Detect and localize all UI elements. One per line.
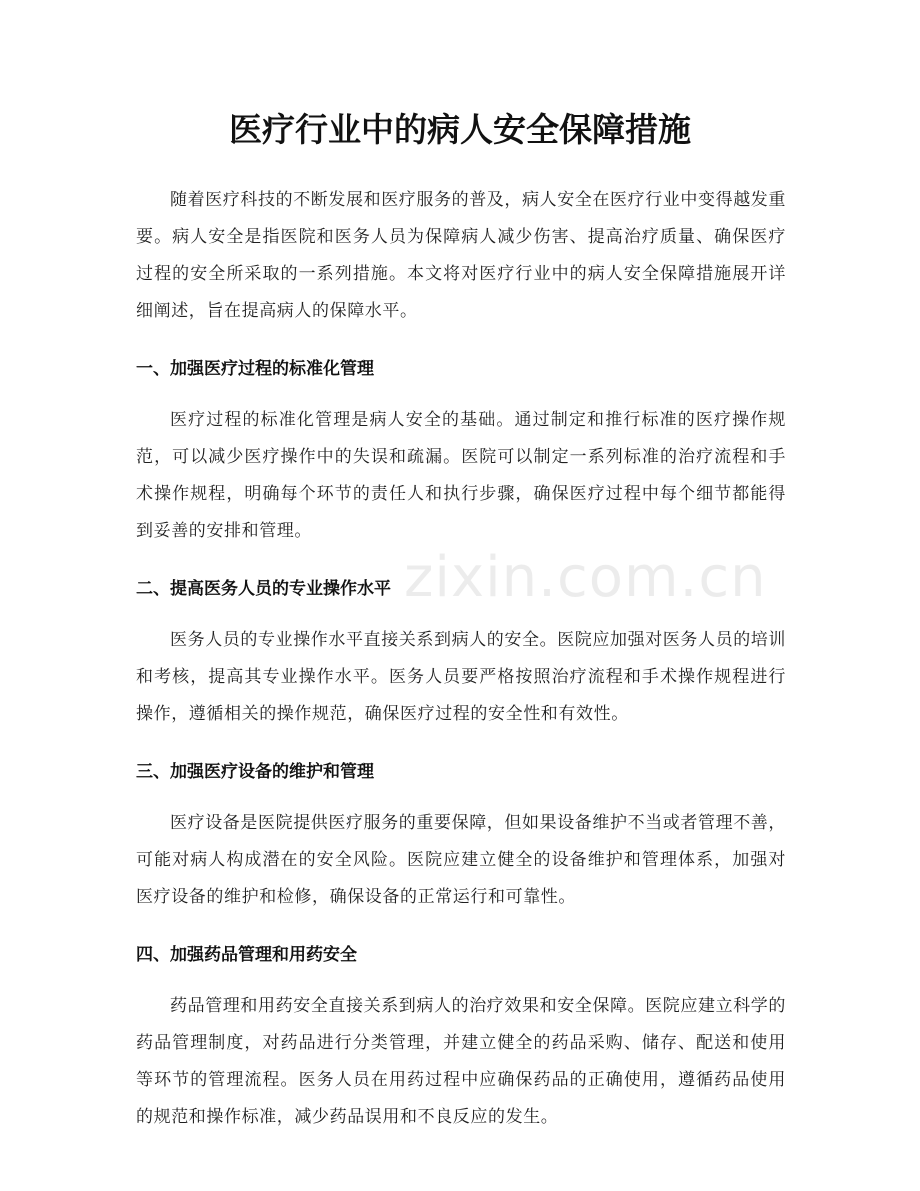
section-heading-2: 二、提高医务人员的专业操作水平: [136, 579, 391, 599]
section-heading-1: 一、加强医疗过程的标准化管理: [136, 359, 374, 379]
document-body: [136, 182, 786, 1136]
section-heading-4: 四、加强药品管理和用药安全: [136, 945, 357, 965]
section-body-3: 医疗设备是医院提供医疗服务的重要保障，但如果设备维护不当或者管理不善，可能对病人构成潜在的安全风险。医院应建立健全的设备维护和管理体系，加强对医疗设备的维护和检修，确保设备的正常运行和可靠性。: [136, 813, 786, 907]
document-title: 医疗行业中的病人安全保障措施: [229, 110, 691, 149]
watermark: zixin.com.cn: [404, 545, 767, 610]
section-body-4: 药品管理和用药安全直接关系到病人的治疗效果和安全保障。医院应建立科学的药品管理制度，对药品进行分类管理，并建立健全的药品采购、储存、配送和使用等环节的管理流程。医务人员在用药过程中应确保药品的正确使用，遵循药品使用的规范和操作标准，减少药品误用和不良反应的发生。: [136, 996, 786, 1127]
section-heading-3: 三、加强医疗设备的维护和管理: [136, 762, 374, 782]
section-body-2: 医务人员的专业操作水平直接关系到病人的安全。医院应加强对医务人员的培训和考核，提高其专业操作水平。医务人员要严格按照治疗流程和手术操作规程进行操作，遵循相关的操作规范，确保医疗过程的安全性和有效性。: [136, 630, 786, 724]
section-body-1: 医疗过程的标准化管理是病人安全的基础。通过制定和推行标准的医疗操作规范，可以减少医疗操作中的失误和疏漏。医院可以制定一系列标准的治疗流程和手术操作规程，明确每个环节的责任人和执行步骤，确保医疗过程中每个细节都能得到妥善的安排和管理。: [136, 410, 786, 541]
intro-paragraph: 随着医疗科技的不断发展和医疗服务的普及，病人安全在医疗行业中变得越发重要。病人安全是指医院和医务人员为保障病人减少伤害、提高治疗质量、确保医疗过程的安全所采取的一系列措施。本文将对医疗行业中的病人安全保障措施展开详细阐述，旨在提高病人的保障水平。: [136, 190, 786, 321]
